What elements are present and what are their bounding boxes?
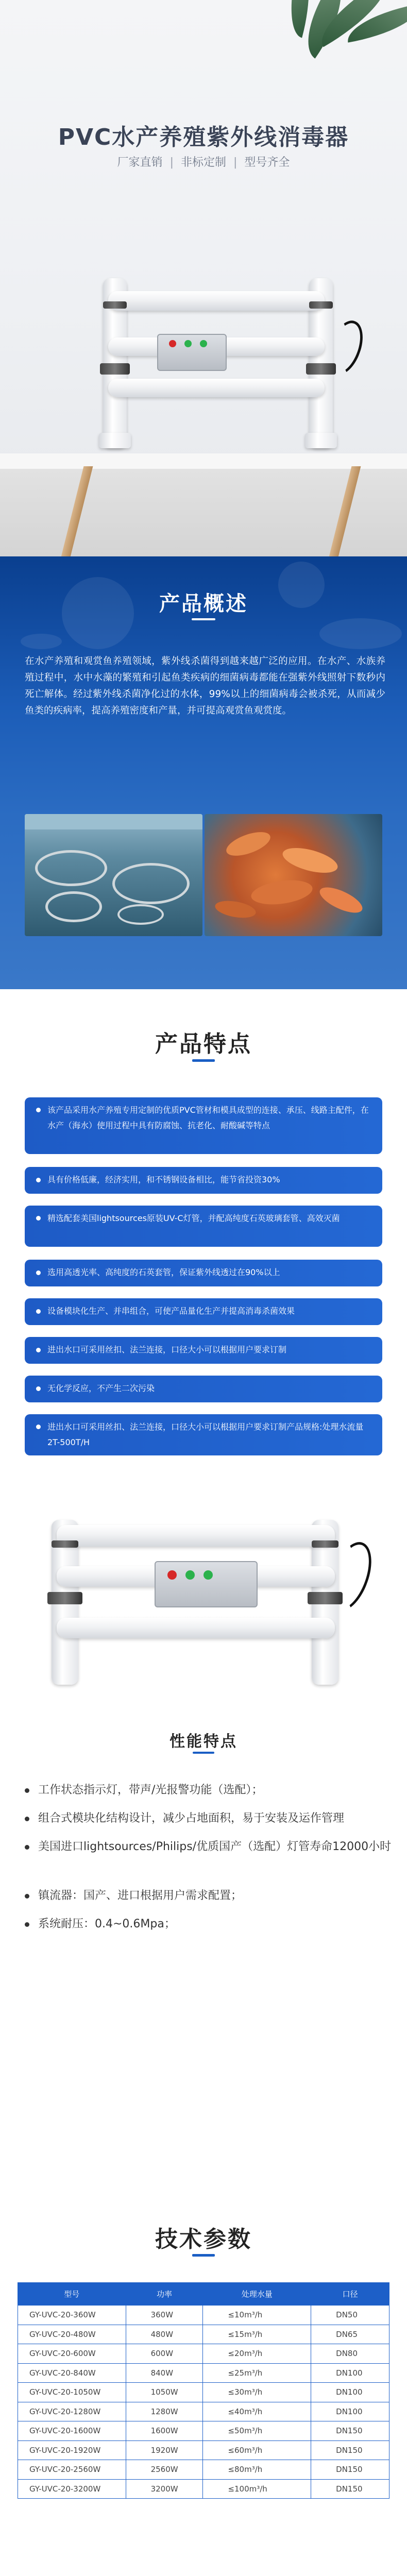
feature-item — [25, 1206, 382, 1247]
table-cell: ≤15m³/h — [203, 2325, 311, 2344]
spec-table — [18, 2282, 389, 2499]
hero-title: PVC水产养殖紫外线消毒器 — [58, 124, 349, 150]
table-cell: ≤25m³/h — [203, 2363, 311, 2383]
table-cell: ≤10m³/h — [203, 2306, 311, 2325]
table-cell: GY-UVC-20-360W — [18, 2306, 126, 2325]
table-cell: GY-UVC-20-2560W — [18, 2460, 126, 2480]
table-cell: GY-UVC-20-1280W — [18, 2402, 126, 2421]
table-cell: ≤80m³/h — [203, 2460, 311, 2480]
table-cell: GY-UVC-20-1050W — [18, 2383, 126, 2402]
table-cell: DN50 — [311, 2306, 389, 2325]
table-row — [18, 2460, 389, 2480]
hero-tag: 厂家直销 — [117, 156, 163, 169]
tag-separator: | — [233, 156, 238, 169]
table-surface — [0, 453, 407, 469]
feature-item — [25, 1337, 382, 1364]
performance-text: 美国进口lightsources/Philips/优质国产（选配）灯管寿命12000小时 — [38, 1840, 392, 1853]
feature-text: 该产品采用水产养殖专用定制的优质PVC管材和模具成型的连接、承压、线路主配件，在水产（海水）使用过程中具有防腐蚀、抗老化、耐酸碱等特点 — [47, 1105, 369, 1130]
table-cell: 600W — [126, 2344, 203, 2364]
table-cell: 480W — [126, 2325, 203, 2344]
fish-school-photo — [205, 814, 382, 936]
performance-title: 性能特点 — [169, 1733, 238, 1751]
hero-banner — [0, 0, 407, 556]
performance-item — [25, 1780, 396, 1801]
table-row — [18, 2441, 389, 2460]
performance-item — [25, 1886, 396, 1906]
table-cell: 2560W — [126, 2460, 203, 2480]
table-row — [18, 2479, 389, 2499]
title-underline — [192, 1059, 215, 1062]
table-cell: ≤30m³/h — [203, 2383, 311, 2402]
feature-item — [25, 1414, 382, 1455]
table-cell: ≤50m³/h — [203, 2421, 311, 2441]
table-cell: ≤40m³/h — [203, 2402, 311, 2421]
table-cell: DN100 — [311, 2363, 389, 2383]
table-cell: 1280W — [126, 2402, 203, 2421]
uv-sterilizer-image-2 — [0, 1489, 407, 1695]
table-row — [18, 2306, 389, 2325]
table-cell: GY-UVC-20-840W — [18, 2363, 126, 2383]
feature-text: 选用高透光率、高纯度的石英套管，保证紫外线透过在90%以上 — [47, 1267, 280, 1277]
table-cell: DN150 — [311, 2441, 389, 2460]
column-header: 口径 — [311, 2283, 389, 2306]
feature-text: 进出水口可采用丝扣、法兰连接，口径大小可以根据用户要求订制产品规格:处理水流量2T-500T/H — [47, 1422, 364, 1447]
table-cell: GY-UVC-20-600W — [18, 2344, 126, 2364]
title-underline — [193, 1752, 214, 1754]
feature-item — [25, 1376, 382, 1402]
table-row — [18, 2344, 389, 2364]
title-underline — [192, 2254, 215, 2257]
table-cell: 360W — [126, 2306, 203, 2325]
table-cell: GY-UVC-20-3200W — [18, 2479, 126, 2499]
performance-item — [25, 1837, 396, 1857]
feature-text: 设备模块化生产、并串组合，可使产品量化生产并提高消毒杀菌效果 — [47, 1306, 295, 1316]
table-cell: 1050W — [126, 2383, 203, 2402]
title-underline — [192, 618, 215, 620]
table-cell: DN150 — [311, 2460, 389, 2480]
table-header-row — [18, 2283, 389, 2306]
table-cell: DN100 — [311, 2402, 389, 2421]
feature-text: 进出水口可采用丝扣、法兰连接，口径大小可以根据用户要求订制 — [47, 1345, 287, 1354]
table-row — [18, 2363, 389, 2383]
feature-item — [25, 1298, 382, 1325]
table-cell: DN80 — [311, 2344, 389, 2364]
performance-text: 组合式模块化结构设计，减少占地面积，易于安装及运作管理 — [38, 1812, 345, 1825]
table-cell: GY-UVC-20-1600W — [18, 2421, 126, 2441]
table-cell: DN100 — [311, 2383, 389, 2402]
feature-item — [25, 1260, 382, 1286]
table-row — [18, 2421, 389, 2441]
performance-text: 系统耐压：0.4~0.6Mpa； — [38, 1918, 176, 1930]
overview-title: 产品概述 — [159, 592, 248, 616]
table-row — [18, 2383, 389, 2402]
table-cell: 3200W — [126, 2479, 203, 2499]
table-cell: ≤100m³/h — [203, 2479, 311, 2499]
table-cell: DN150 — [311, 2479, 389, 2499]
column-header: 功率 — [126, 2283, 203, 2306]
performance-text: 工作状态指示灯，带声/光报警功能（选配）； — [38, 1784, 263, 1797]
feature-text: 精选配套美国lightsources原装UV-C灯管，并配高纯度石英玻璃套管、高效灭菌 — [47, 1213, 340, 1223]
table-row — [18, 2325, 389, 2344]
feature-text: 无化学反应，不产生二次污染 — [47, 1383, 155, 1393]
tag-separator: | — [169, 156, 174, 169]
table-row — [18, 2402, 389, 2421]
column-header: 型号 — [18, 2283, 126, 2306]
hero-tag: 非标定制 — [180, 156, 226, 169]
table-cell: 1600W — [126, 2421, 203, 2441]
feature-text: 具有价格低廉，经济实用，和不锈钢设备相比，能节省投资30% — [47, 1175, 280, 1184]
table-cell: ≤20m³/h — [203, 2344, 311, 2364]
table-cell: GY-UVC-20-1920W — [18, 2441, 126, 2460]
features-title: 产品特点 — [155, 1031, 252, 1057]
table-cell: 1920W — [126, 2441, 203, 2460]
fish-farm-photo — [25, 814, 202, 936]
spec-title: 技术参数 — [155, 2226, 252, 2252]
table-cell: DN65 — [311, 2325, 389, 2344]
table-cell: 840W — [126, 2363, 203, 2383]
table-cell: GY-UVC-20-480W — [18, 2325, 126, 2344]
table-cell: DN150 — [311, 2421, 389, 2441]
performance-item — [25, 1914, 396, 1935]
feature-item — [25, 1167, 382, 1194]
hero-tags — [0, 154, 407, 170]
performance-item — [25, 1808, 396, 1829]
feature-item — [25, 1097, 382, 1154]
table-cell: ≤60m³/h — [203, 2441, 311, 2460]
performance-text: 镇流器：国产、进口根据用户需求配置； — [38, 1889, 243, 1902]
overview-text: 在水产养殖和观赏鱼养殖领域，紫外线杀菌得到越来越广泛的应用。在水产、水族养殖过程中，水中水藻的繁殖和引起鱼类疾病的细菌病毒都能在强紫外线照射下数秒内死亡解体。经过紫外线杀菌净化过的水体，99%以上的细菌病毒会被杀死，从而减少鱼类的疾病率，提高养殖密度和产量，并可提高观赏鱼观赏度。 — [25, 656, 385, 716]
hero-tag: 型号齐全 — [244, 156, 290, 169]
column-header: 处理水量 — [203, 2283, 311, 2306]
